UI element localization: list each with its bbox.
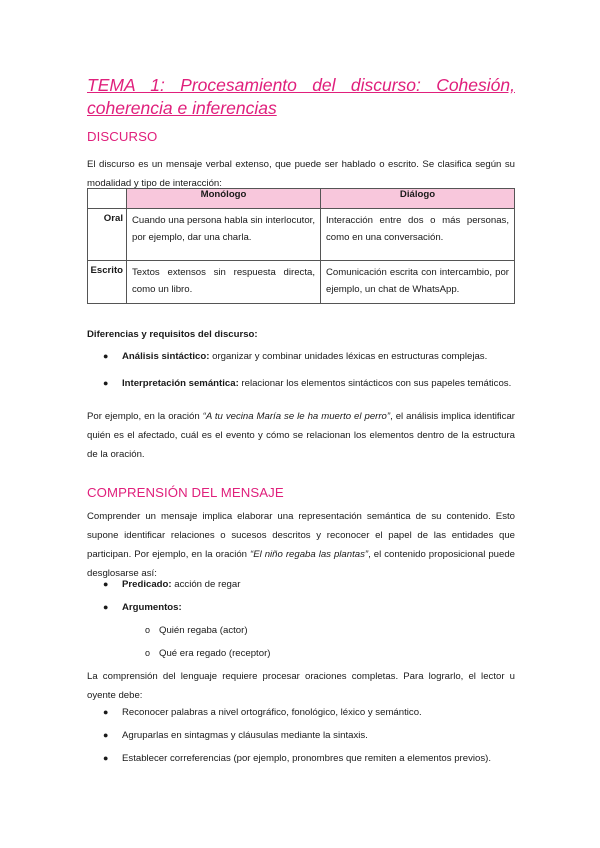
argumentos-sublist — [145, 621, 270, 663]
bullet-icon: ● — [103, 602, 109, 612]
requirement-text: Reconocer palabras a nivel ortográfico, fonológico, léxico y semántico. — [122, 707, 422, 718]
list-item — [87, 374, 515, 393]
list-item-term: Interpretación semántica: — [122, 378, 239, 389]
table-header-row — [88, 189, 515, 209]
table-cell-oral-dialogo: Interacción entre dos o más personas, como en una conversación. — [321, 209, 515, 261]
discurso-table — [87, 188, 515, 304]
argumento-text: Quién regaba (actor) — [159, 625, 248, 636]
predicado-term: Predicado: — [122, 579, 172, 590]
list-item — [87, 703, 515, 722]
comprension-para2: La comprensión del lenguaje requiere procesar oraciones completas. Para lograrlo, el lector u oyente debe: — [87, 671, 515, 701]
list-item-text: organizar y combinar unidades léxicas en estructuras complejas. — [209, 351, 488, 362]
bullet-icon: ● — [103, 378, 109, 388]
circle-bullet-icon: o — [145, 625, 151, 635]
intro-text-pre: Comprender un mensaje implica elaborar una representación semántica de su contenido. Esto supone identificar relaciones o sucesos descritos y reconocer el papel de las entidades que participan. Por ejemplo, en la oración — [87, 511, 515, 560]
bullet-icon: ● — [103, 730, 109, 740]
requirement-text: Establecer correferencias (por ejemplo, pronombres que remiten a elementos previos). — [122, 753, 491, 764]
table-cell-escrito-dialogo: Comunicación escrita con intercambio, por ejemplo, un chat de WhatsApp. — [321, 261, 515, 304]
circle-bullet-icon: o — [145, 648, 151, 658]
example-quote: “A tu vecina María se le ha muerto el perro” — [202, 411, 391, 422]
table-header-monologo: Monólogo — [127, 189, 321, 209]
diferencias-heading: Diferencias y requisitos del discurso: — [87, 329, 258, 340]
section-heading-discurso: DISCURSO — [87, 129, 158, 144]
table-row-label-oral: Oral — [88, 209, 127, 261]
requirements-list — [87, 703, 515, 768]
list-item — [87, 749, 515, 768]
discurso-intro: El discurso es un mensaje verbal extenso, que puede ser hablado o escrito. Se clasifica según su modalidad y tipo de interacción: — [87, 159, 515, 189]
page-title: TEMA 1: Procesamiento del discurso: Cohesión, coherencia e inferencias — [87, 75, 515, 118]
table-cell-escrito-monologo: Textos extensos sin respuesta directa, como un libro. — [127, 261, 321, 304]
example-text-pre: Por ejemplo, en la oración — [87, 411, 203, 422]
table-cell-oral-monologo: Cuando una persona habla sin interlocutor, por ejemplo, dar una charla. — [127, 209, 321, 261]
requirement-text: Agruparlas en sintagmas y cláusulas mediante la sintaxis. — [122, 730, 368, 741]
intro-text-post: , el contenido proposicional puede desglosarse así: — [87, 549, 515, 579]
table-header-dialogo: Diálogo — [321, 189, 515, 209]
intro-quote: “El niño regaba las plantas” — [250, 549, 369, 560]
table-row — [88, 209, 515, 261]
list-item — [145, 644, 270, 663]
predicado-text: acción de regar — [171, 579, 241, 590]
table-row-label-escrito: Escrito — [88, 261, 127, 304]
section-heading-comprension: COMPRENSIÓN DEL MENSAJE — [87, 485, 284, 500]
list-item — [87, 347, 515, 366]
table-header-corner — [88, 189, 127, 209]
argumento-text: Qué era regado (receptor) — [159, 648, 271, 659]
list-item — [145, 621, 270, 640]
bullet-icon: ● — [103, 579, 109, 589]
proposicion-list — [87, 575, 515, 617]
table-row — [88, 261, 515, 304]
bullet-icon: ● — [103, 753, 109, 763]
bullet-icon: ● — [103, 707, 109, 717]
argumentos-term: Argumentos: — [122, 602, 182, 613]
bullet-icon: ● — [103, 351, 109, 361]
list-item-text: relacionar los elementos sintácticos con sus papeles temáticos. — [238, 378, 512, 389]
discurso-example — [87, 407, 515, 464]
list-item-term: Análisis sintáctico: — [122, 351, 210, 362]
example-text-post: , el análisis implica identificar quién es el afectado, cuál es el evento y cómo se relacionan los elementos dentro de la estructura de la oración. — [87, 411, 516, 460]
diferencias-list — [87, 347, 515, 393]
list-item — [87, 726, 515, 745]
comprension-intro — [87, 507, 515, 583]
list-item — [87, 575, 515, 594]
list-item — [87, 598, 515, 617]
